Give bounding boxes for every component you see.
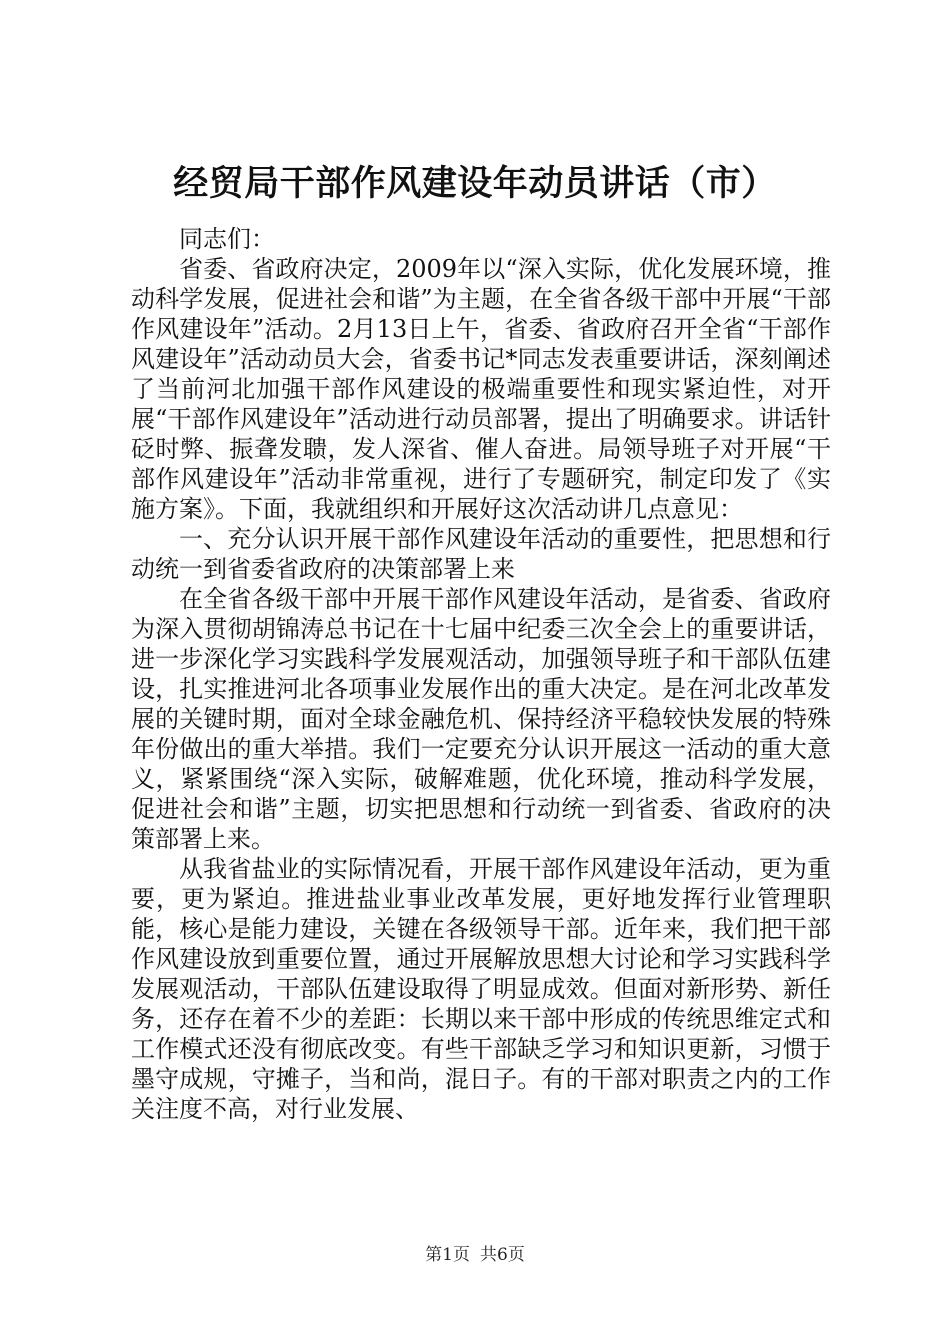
page-number: 第1页 <box>425 1245 470 1265</box>
section-heading-1: 一、充分认识开展干部作风建设年活动的重要性，把思想和行动统一到省委省政府的决策部署上来 <box>131 525 831 583</box>
page-footer <box>0 1243 950 1267</box>
paragraph-1: 省委、省政府决定，2009年以“深入实际，优化发展环境，推动科学发展，促进社会和谐”为主题，在全省各级干部中开展“干部作风建设年”活动。2月13日上午，省委、省政府召开全省“干部作风建设年”活动动员大会，省委书记*同志发表重要讲话，深刻阐述了当前河北加强干部作风建设的极端重要性和现实紧迫性，对开展“干部作风建设年”活动进行动员部署，提出了明确要求。讲话针砭时弊、振聋发聩，发人深省、催人奋进。局领导班子对开展“干部作风建设年”活动非常重视，进行了专题研究，制定印发了《实施方案》。下面，我就组织和开展好这次活动讲几点意见： <box>131 255 831 523</box>
paragraph-2: 在全省各级干部中开展干部作风建设年活动，是省委、省政府为深入贯彻胡锦涛总书记在十七届中纪委三次全会上的重要讲话，进一步深化学习实践科学发展观活动，加强领导班子和干部队伍建设，扎实推进河北各项事业发展作出的重大决定。是在河北改革发展的关键时期，面对全球金融危机、保持经济平稳较快发展的特殊年份做出的重大举措。我们一定要充分认识开展这一活动的重大意义，紧紧围绕“深入实际，破解难题，优化环境，推动科学发展，促进社会和谐”主题，切实把思想和行动统一到省委、省政府的决策部署上来。 <box>131 585 831 853</box>
salutation: 同志们： <box>179 225 275 253</box>
paragraph-3: 从我省盐业的实际情况看，开展干部作风建设年活动，更为重要，更为紧迫。推进盐业事业改革发展，更好地发挥行业管理职能，核心是能力建设，关键在各级领导干部。近年来，我们把干部作风建设放到重要位置，通过开展解放思想大讨论和学习实践科学发展观活动，干部队伍建设取得了明显成效。但面对新形势、新任务，还存在着不少的差距：长期以来干部中形成的传统思维定式和工作模式还没有彻底改变。有些干部缺乏学习和知识更新，习惯于墨守成规，守摊子，当和尚，混日子。有的干部对职责之内的工作关注度不高，对行业发展、 <box>131 855 831 1123</box>
document-body <box>131 224 831 1124</box>
document-title: 经贸局干部作风建设年动员讲话（市） <box>173 163 777 204</box>
page-total: 共6页 <box>480 1245 525 1265</box>
